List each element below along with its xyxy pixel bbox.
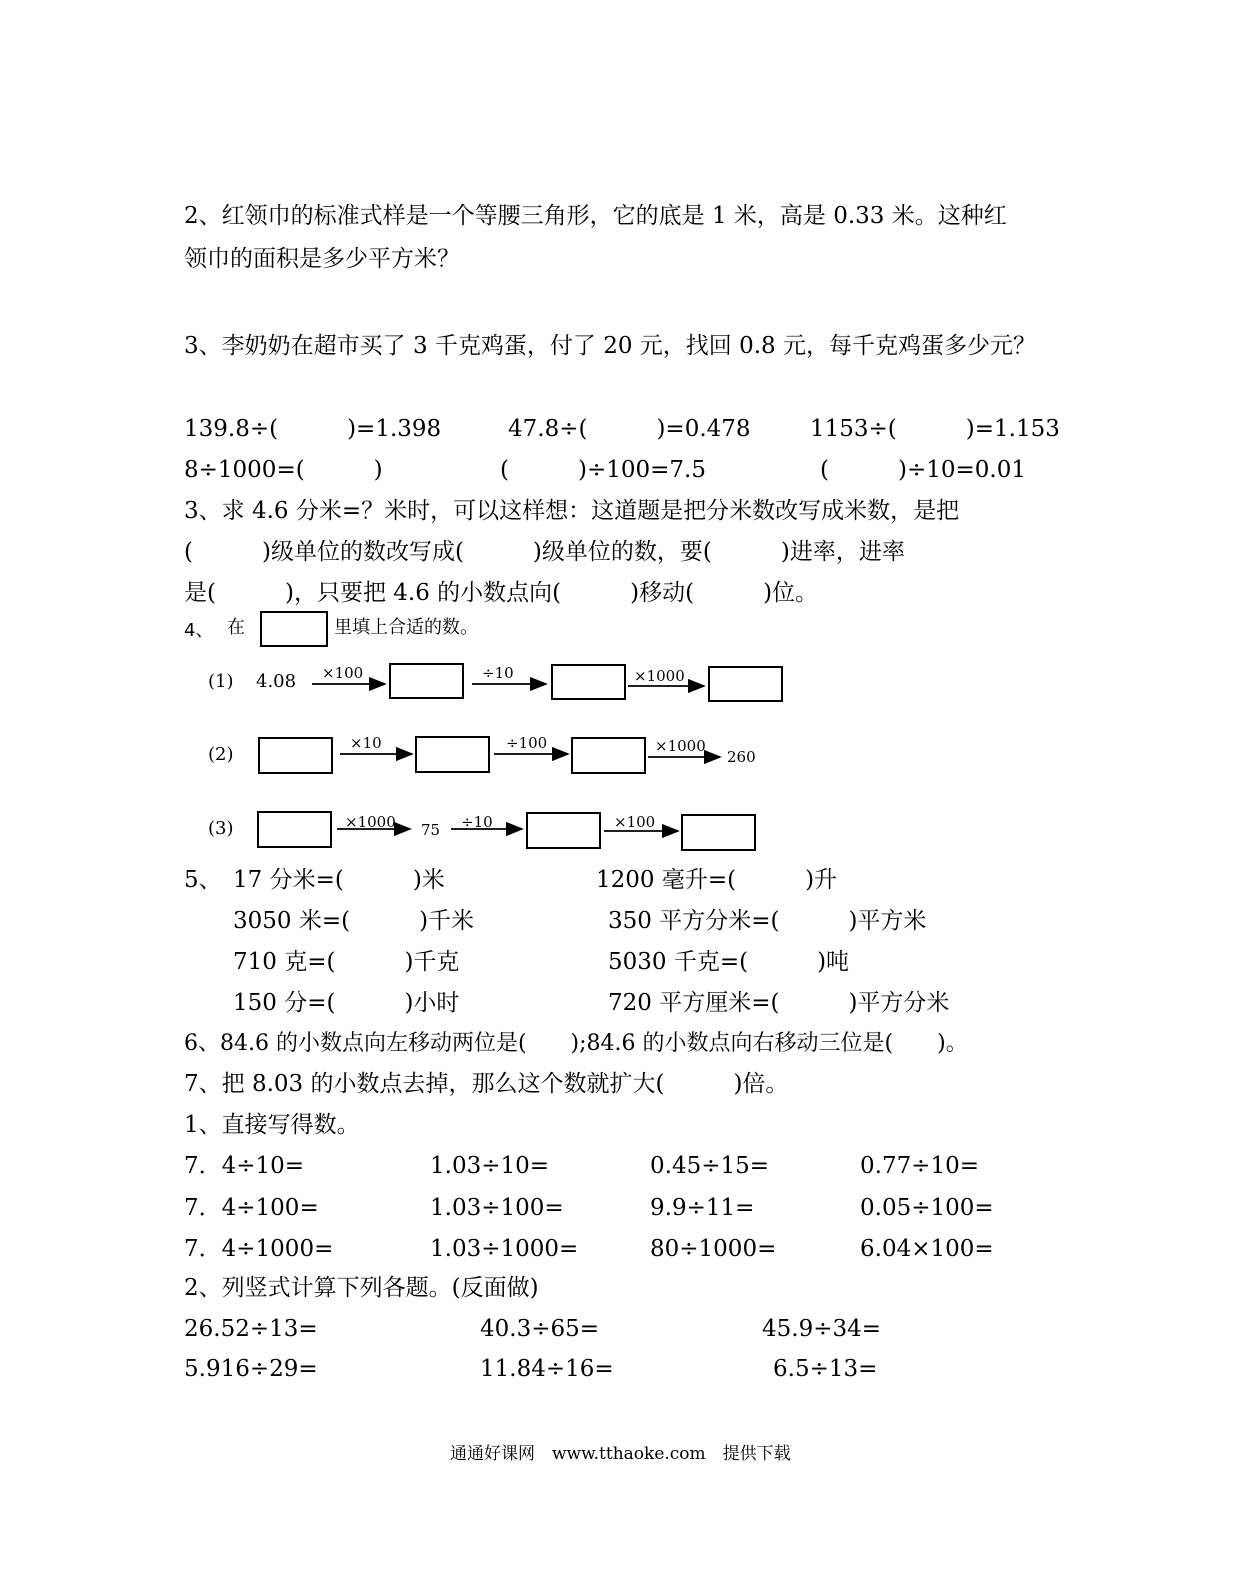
chain-2-box-3 [571,737,646,774]
vertical-r1-c3: 45.9÷34= [762,1316,882,1342]
q4-text-pre: 在 [227,617,245,638]
direct-r1-c4: 0.77÷10= [860,1153,980,1179]
blank-2-3: ( )÷10=0.01 [820,457,1026,483]
direct-r1-c3: 0.45÷15= [650,1153,770,1179]
direct-r3-c4: 6.04×100= [860,1236,994,1262]
problem-2-line-1: 2、红领巾的标准式样是一个等腰三角形，它的底是 1 米，高是 0.33 米。这种红 [184,203,1007,229]
direct-r2-c4: 0.05÷100= [860,1195,994,1221]
vertical-title: 2、列竖式计算下列各题。(反面做) [184,1275,539,1301]
q3-line-2: ( )级单位的数改写成( )级单位的数，要( )进率，进率 [184,539,905,565]
chain-1-box-2 [551,664,626,700]
q4-text-post: 里填上合适的数。 [334,617,478,638]
chain-2-box-2 [415,736,490,773]
problem-3: 3、李奶奶在超市买了 3 千克鸡蛋，付了 20 元，找回 0.8 元，每千克鸡蛋多少元？ [184,333,1036,359]
vertical-r1-c2: 40.3÷65= [480,1316,600,1342]
problem-2-line-2: 领巾的面积是多少平方米？ [184,246,460,272]
chain-1-box-3 [708,666,783,702]
vertical-r2-c2: 11.84÷16= [480,1356,614,1382]
blank-1-2: 47.8÷( )=0.478 [508,416,751,442]
direct-r2-c3: 9.9÷11= [650,1195,755,1221]
vertical-r2-c1: 5.916÷29= [184,1356,318,1382]
blank-1-1: 139.8÷( )=1.398 [184,416,442,442]
chain-3-mid: 75 [421,821,441,839]
chain-3-op-1: ×1000 [345,813,396,831]
chain-3-box-1 [257,811,332,848]
chain-2-end: 260 [727,748,756,766]
direct-r3-c1: 7．4÷1000= [184,1236,334,1262]
q5-item-7: 150 分=( )小时 [233,990,460,1016]
footer-text: 通通好课网 www.tthaoke.com 提供下载 [450,1444,791,1464]
direct-r3-c2: 1.03÷1000= [430,1236,579,1262]
chain-2-label: (2) [208,744,234,765]
q7: 7、把 8.03 的小数点去掉，那么这个数就扩大( )倍。 [184,1071,789,1097]
chain-3-op-2: ÷10 [461,813,493,831]
vertical-r1-c1: 26.52÷13= [184,1316,318,1342]
chain-3-box-3 [681,814,756,851]
q5-item-4: 350 平方分米=( )平方米 [608,908,927,934]
chain-2-op-2: ÷100 [506,734,548,752]
vertical-r2-c3: 6.5÷13= [773,1356,878,1382]
chain-3-op-3: ×100 [614,813,656,831]
direct-title: 1、直接写得数。 [184,1112,360,1138]
chain-2-op-3: ×1000 [655,737,706,755]
direct-r2-c1: 7．4÷100= [184,1195,319,1221]
chain-1-start: 4.08 [256,671,297,692]
chain-1-box-1 [389,663,464,699]
q5-item-3: 3050 米=( )千米 [233,908,475,934]
q4-number: 4、 [184,620,214,641]
chain-1-label: (1) [208,671,234,692]
blank-1-3: 1153÷( )=1.153 [810,416,1060,442]
direct-r2-c2: 1.03÷100= [430,1195,564,1221]
q5-item-5: 710 克=( )千克 [233,949,460,975]
blank-2-2: ( )÷100=7.5 [500,457,706,483]
direct-r3-c3: 80÷1000= [650,1236,777,1262]
q5-item-6: 5030 千克=( )吨 [608,949,850,975]
q5-item-2: 1200 毫升=( )升 [596,867,838,893]
direct-r1-c2: 1.03÷10= [430,1153,550,1179]
q5-item-1: 17 分米=( )米 [233,867,445,893]
chain-3-box-2 [526,812,601,849]
chain-1-op-2: ÷10 [482,664,514,682]
direct-r1-c1: 7．4÷10= [184,1153,305,1179]
chain-1-op-3: ×1000 [634,667,685,685]
blank-2-1: 8÷1000=( ) [184,457,383,483]
chain-1-op-1: ×100 [322,664,364,682]
chain-2-op-1: ×10 [350,734,382,752]
q3-line-3: 是( )，只要把 4.6 的小数点向( )移动( )位。 [184,580,819,606]
q5-label: 5、 [184,867,222,893]
q6: 6、84.6 的小数点向左移动两位是( );84.6 的小数点向右移动三位是( )。 [184,1031,968,1056]
chain-3-label: (3) [208,818,234,839]
q5-item-8: 720 平方厘米=( )平方分米 [608,990,950,1016]
chain-2-box-1 [258,737,333,774]
q3-line-1: 3、求 4.6 分米=？米时，可以这样想：这道题是把分米数改写成米数，是把 [184,498,960,524]
